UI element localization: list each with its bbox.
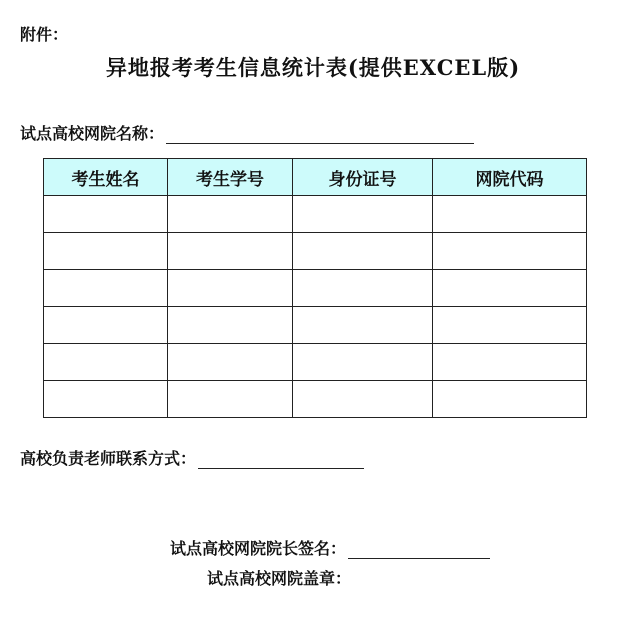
table-cell[interactable] bbox=[433, 344, 587, 381]
page-title: 异地报考考生信息统计表(提供EXCEL版) bbox=[105, 55, 521, 80]
table-cell[interactable] bbox=[168, 344, 293, 381]
seal-label: 试点高校网院盖章： bbox=[207, 569, 352, 588]
contact-field[interactable] bbox=[198, 452, 364, 469]
table-cell[interactable] bbox=[44, 307, 168, 344]
contact-row bbox=[20, 446, 364, 469]
table-cell[interactable] bbox=[433, 307, 587, 344]
table-cell[interactable] bbox=[44, 381, 168, 418]
table-cell[interactable] bbox=[433, 196, 587, 233]
table-cell[interactable] bbox=[433, 381, 587, 418]
col-header-college-code: 网院代码 bbox=[433, 159, 587, 196]
table-row bbox=[44, 381, 587, 418]
table-row bbox=[44, 270, 587, 307]
table-row bbox=[44, 233, 587, 270]
table-cell[interactable] bbox=[44, 196, 168, 233]
table-cell[interactable] bbox=[433, 270, 587, 307]
col-header-student-name: 考生姓名 bbox=[44, 159, 168, 196]
table-cell[interactable] bbox=[44, 233, 168, 270]
contact-label: 高校负责老师联系方式： bbox=[20, 449, 197, 468]
table-row bbox=[44, 344, 587, 381]
table-cell[interactable] bbox=[293, 270, 433, 307]
table-cell[interactable] bbox=[168, 307, 293, 344]
school-name-field[interactable] bbox=[166, 127, 474, 144]
table-row bbox=[44, 307, 587, 344]
table-cell[interactable] bbox=[293, 307, 433, 344]
school-name-label: 试点高校网院名称： bbox=[20, 124, 165, 143]
table-cell[interactable] bbox=[44, 344, 168, 381]
col-header-id-number: 身份证号 bbox=[293, 159, 433, 196]
dean-sign-field[interactable] bbox=[348, 542, 490, 559]
table-cell[interactable] bbox=[168, 270, 293, 307]
table-cell[interactable] bbox=[293, 381, 433, 418]
dean-sign-row bbox=[170, 536, 490, 559]
student-info-table bbox=[43, 158, 587, 418]
table-cell[interactable] bbox=[168, 196, 293, 233]
col-header-student-id: 考生学号 bbox=[168, 159, 293, 196]
school-name-row bbox=[20, 121, 474, 144]
table-cell[interactable] bbox=[168, 381, 293, 418]
table-cell[interactable] bbox=[293, 196, 433, 233]
attachment-label: 附件： bbox=[20, 25, 69, 44]
dean-sign-label: 试点高校网院院长签名： bbox=[170, 539, 347, 558]
table-cell[interactable] bbox=[293, 344, 433, 381]
table-cell[interactable] bbox=[44, 270, 168, 307]
table-header-row bbox=[44, 159, 587, 196]
table-cell[interactable] bbox=[293, 233, 433, 270]
table-cell[interactable] bbox=[433, 233, 587, 270]
table-cell[interactable] bbox=[168, 233, 293, 270]
table-row bbox=[44, 196, 587, 233]
seal-row bbox=[207, 566, 351, 589]
